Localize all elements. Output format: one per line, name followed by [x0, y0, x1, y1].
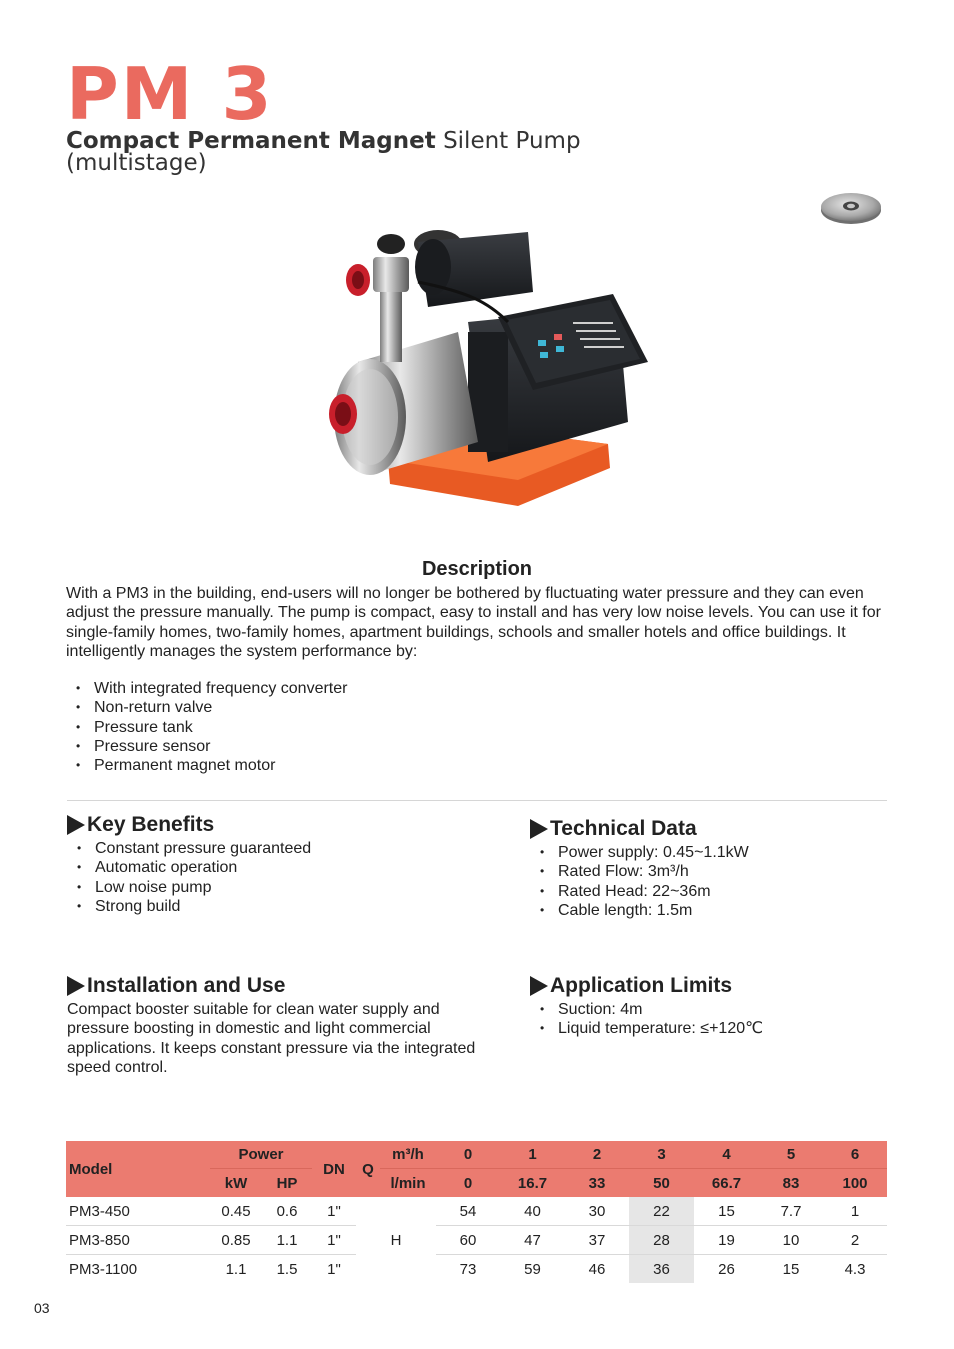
table-cell: 1"	[327, 1260, 341, 1278]
table-cell: 15	[782, 1260, 800, 1278]
product-code-title: PM 3	[66, 52, 274, 136]
hp-header: HP	[262, 1169, 312, 1198]
table-cell: 4.3	[844, 1260, 866, 1278]
dn-header: DN	[312, 1141, 356, 1197]
list-item: • Low noise pump	[67, 878, 487, 897]
page-number: 03	[34, 1300, 50, 1316]
list-item: • Non-return valve	[66, 698, 566, 717]
table-cell: PM3-850	[66, 1226, 210, 1255]
installation-section	[67, 974, 487, 1077]
triangle-right-icon	[530, 819, 548, 839]
application-limits-title	[530, 974, 890, 998]
list-item: • Pressure tank	[66, 718, 566, 737]
list-item: • With integrated frequency converter	[66, 679, 566, 698]
table-row	[66, 1255, 887, 1284]
technical-data-section	[530, 817, 890, 920]
table-cell: 16.7	[500, 1169, 565, 1198]
list-item: • Pressure sensor	[66, 737, 566, 756]
subtitle-regular: Silent Pump	[443, 128, 581, 154]
product-subtitle	[66, 130, 666, 174]
table-cell: 33	[565, 1169, 629, 1198]
table-cell: 15	[694, 1197, 759, 1226]
table-cell: 0.6	[262, 1197, 312, 1226]
list-item: • Rated Head: 22~36m	[530, 882, 890, 901]
table-cell: 10	[759, 1226, 823, 1255]
table-cell: 37	[565, 1226, 629, 1255]
table-cell: 1.5	[276, 1260, 298, 1278]
kw-header: kW	[210, 1169, 262, 1198]
installation-title	[67, 974, 487, 998]
table-cell: 54	[436, 1197, 500, 1226]
model-header: Model	[66, 1141, 210, 1197]
key-benefits-list	[67, 839, 487, 916]
table-cell: PM3-450	[66, 1197, 210, 1226]
table-row	[66, 1197, 887, 1226]
description-text: With a PM3 in the building, end-users will no longer be bothered by fluctuating water pressure and they can even adjust the pressure manually. The pump is compact, easy to install and has very low noise levels. You can use it for single-family homes, two-family homes, apartment buildings, schools and smaller hotels and office buildings. It intelligently manages the system performance by:	[66, 585, 881, 660]
table-cell: 2	[565, 1141, 629, 1169]
triangle-right-icon	[67, 976, 85, 996]
table-cell: 1"	[312, 1226, 356, 1255]
table-cell: 6	[823, 1141, 887, 1169]
table-cell: 0	[436, 1169, 500, 1198]
technical-data-title	[530, 817, 890, 841]
triangle-right-icon	[530, 976, 548, 996]
table-cell: 4	[694, 1141, 759, 1169]
table-cell: 47	[500, 1226, 565, 1255]
list-item: • Liquid temperature: ≤+120℃	[530, 1019, 890, 1038]
key-benefits-title	[67, 813, 487, 837]
h-label-cell: H	[390, 1231, 402, 1249]
section-title-text: Technical Data	[550, 817, 697, 840]
table-cell: 73	[459, 1260, 477, 1278]
section-title-text: Key Benefits	[87, 813, 215, 836]
list-item: • Rated Flow: 3m³/h	[530, 862, 890, 881]
table-cell	[356, 1255, 436, 1284]
list-item: • Automatic operation	[67, 858, 487, 877]
table-cell	[356, 1197, 436, 1226]
table-cell: 36	[629, 1255, 694, 1284]
table-cell: 1.1	[262, 1226, 312, 1255]
table-cell: 3	[629, 1141, 694, 1169]
table-cell: 28	[629, 1226, 694, 1255]
seal-disc-icon	[819, 190, 883, 226]
table-cell: PM3-1100	[69, 1260, 138, 1278]
description-heading: Description	[421, 558, 533, 580]
application-limits-list	[530, 1000, 890, 1039]
table-cell: 59	[524, 1260, 541, 1278]
section-title-text: Installation and Use	[87, 974, 286, 997]
section-title-text: Application Limits	[550, 974, 733, 997]
triangle-right-icon	[67, 815, 85, 835]
table-cell: 40	[500, 1197, 565, 1226]
feature-list	[66, 679, 566, 775]
table-cell: 30	[565, 1197, 629, 1226]
table-header-row	[66, 1141, 887, 1169]
table-cell: 1	[500, 1141, 565, 1169]
table-cell: 0.85	[210, 1226, 262, 1255]
installation-text: Compact booster suitable for clean water supply and pressure boosting in domestic and light commercial applications. It keeps constant pressure via the integrated speed control.	[67, 1001, 476, 1076]
table-cell: 22	[629, 1197, 694, 1226]
section-divider	[67, 800, 887, 801]
subtitle-bold: Compact Permanent Magnet	[66, 128, 436, 154]
application-limits-section	[530, 974, 890, 1039]
table-cell: 46	[588, 1260, 606, 1278]
table-cell: 0	[436, 1141, 500, 1169]
table-cell: 0.45	[210, 1197, 262, 1226]
table-cell: 5	[759, 1141, 823, 1169]
q-header: Q	[356, 1141, 380, 1197]
table-cell: 19	[694, 1226, 759, 1255]
table-cell: 100	[823, 1169, 887, 1198]
spec-table	[66, 1141, 887, 1283]
table-cell: 60	[436, 1226, 500, 1255]
list-item: • Constant pressure guaranteed	[67, 839, 487, 858]
list-item: • Power supply: 0.45~1.1kW	[530, 843, 890, 862]
table-cell: 1"	[312, 1197, 356, 1226]
technical-data-list	[530, 843, 890, 920]
table-cell: 7.7	[759, 1197, 823, 1226]
table-cell: 50	[629, 1169, 694, 1198]
list-item: • Permanent magnet motor	[66, 756, 566, 775]
key-benefits-section	[67, 813, 487, 916]
list-item: • Cable length: 1.5m	[530, 901, 890, 920]
table-row	[66, 1226, 887, 1255]
table-cell: 1	[823, 1197, 887, 1226]
table-cell: 83	[759, 1169, 823, 1198]
table-cell: 26	[718, 1260, 735, 1278]
m3h-header: m³/h	[380, 1141, 436, 1169]
table-cell: 66.7	[694, 1169, 759, 1198]
power-header: Power	[210, 1141, 312, 1169]
table-cell: 2	[823, 1226, 887, 1255]
pump-product-image	[318, 222, 648, 512]
list-item: • Strong build	[67, 897, 487, 916]
lmin-header: l/min	[380, 1169, 436, 1198]
table-cell: 1.1	[225, 1260, 247, 1278]
subtitle-line2: (multistage)	[66, 150, 207, 176]
list-item: • Suction: 4m	[530, 1000, 890, 1019]
